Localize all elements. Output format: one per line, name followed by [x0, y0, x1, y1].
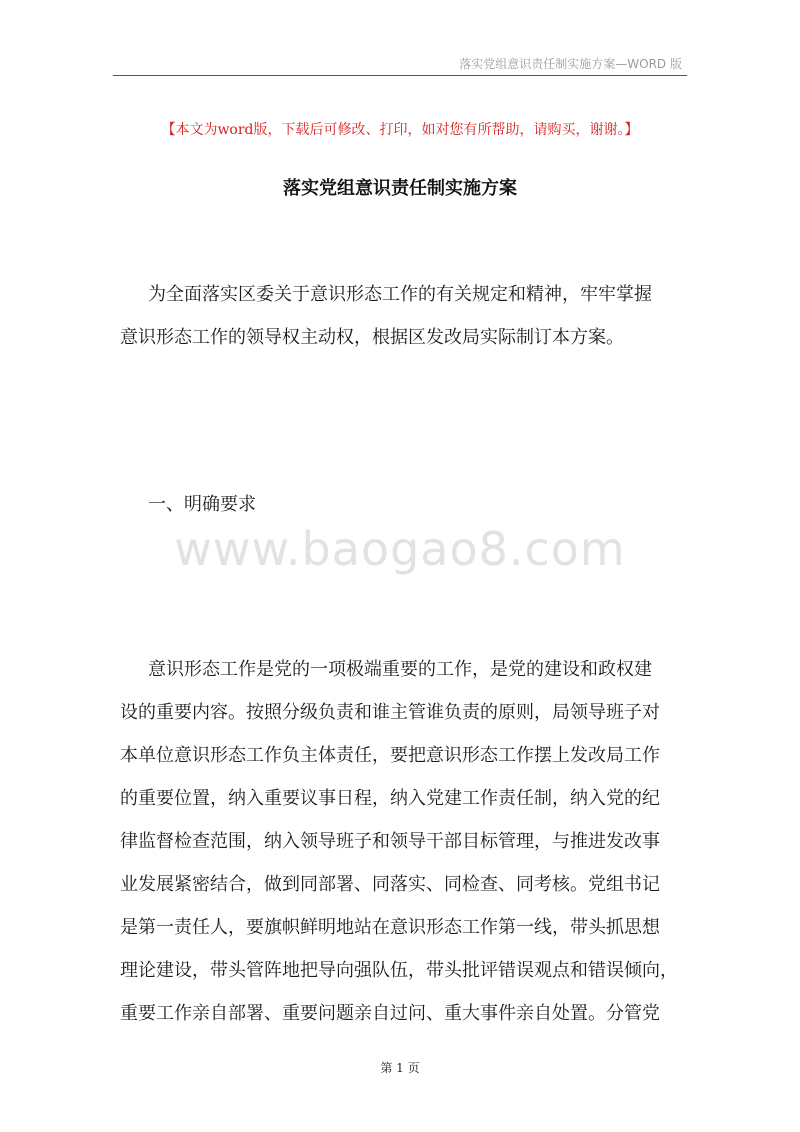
body-line: 理论建设，带头管阵地把导向强队伍，带头批评错误观点和错误倾向，	[120, 960, 678, 981]
body-line: 业发展紧密结合，做到同部署、同落实、同检查、同考核。党组书记	[120, 874, 660, 895]
body-line: 本单位意识形态工作负主体责任，要把意识形态工作摆上发改局工作	[120, 745, 660, 766]
header-rule	[113, 75, 687, 76]
page-number: 第 1 页	[380, 1061, 420, 1075]
body-line: 重要工作亲自部署、重要问题亲自过问、重大事件亲自处置。分管党	[120, 1003, 660, 1024]
body-line: 是第一责任人，要旗帜鲜明地站在意识形态工作第一线，带头抓思想	[120, 917, 660, 938]
watermark: www.baogao8.com	[174, 522, 626, 576]
page-header-text: 落实党组意识责任制实施方案—WORD 版	[459, 57, 682, 71]
intro-line: 意识形态工作的领导权主动权，根据区发改局实际制订本方案。	[120, 327, 624, 348]
document-title: 落实党组意识责任制实施方案	[283, 178, 517, 199]
body-line: 律监督检查范围，纳入领导班子和领导干部目标管理，与推进发改事	[120, 831, 660, 852]
section-heading: 一、明确要求	[148, 494, 256, 515]
body-line: 的重要位置，纳入重要议事日程，纳入党建工作责任制，纳入党的纪	[120, 788, 660, 809]
download-notice: 【本文为word版，下载后可修改、打印，如对您有所帮助，请购买，谢谢。】	[161, 122, 639, 138]
body-line: 意识形态工作是党的一项极端重要的工作，是党的建设和政权建	[148, 659, 652, 680]
intro-line: 为全面落实区委关于意识形态工作的有关规定和精神，牢牢掌握	[148, 284, 652, 305]
body-line: 设的重要内容。按照分级负责和谁主管谁负责的原则，局领导班子对	[120, 702, 660, 723]
